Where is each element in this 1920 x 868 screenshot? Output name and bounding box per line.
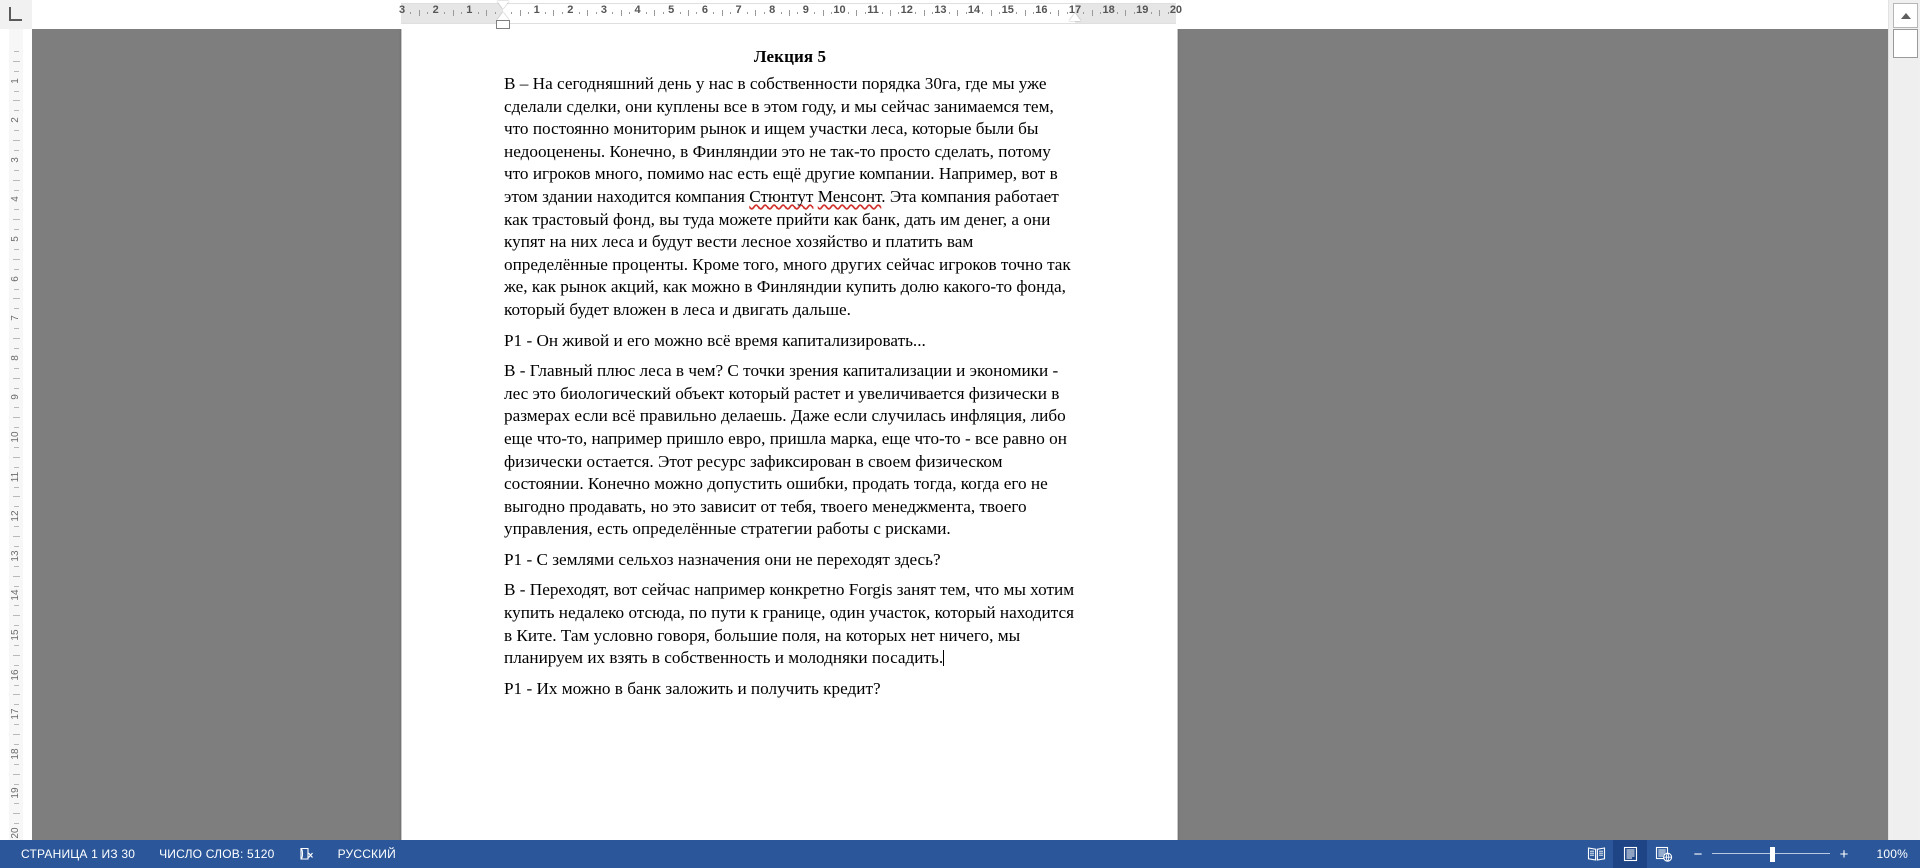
ruler-tick [957, 10, 958, 16]
vertical-ruler-tick [14, 447, 19, 448]
document-canvas[interactable] [32, 29, 1889, 840]
ruler-number: 14 [967, 4, 981, 16]
vertical-ruler-tick [13, 219, 20, 220]
ruler-tick [747, 12, 748, 14]
vertical-ruler-tick [14, 605, 19, 606]
ruler-tick [461, 12, 462, 14]
ruler-number: 19 [1136, 4, 1149, 16]
ruler-tick [999, 12, 1000, 14]
zoom-control[interactable] [1691, 840, 1908, 868]
view-print-layout-button[interactable] [1613, 840, 1647, 868]
ruler-number: 1 [533, 4, 540, 16]
ruler-tick [478, 12, 479, 14]
document-page[interactable] [401, 29, 1178, 840]
ruler-number: 20 [1169, 4, 1183, 16]
ruler-number: 11 [867, 4, 879, 16]
paragraph-2[interactable]: Р1 - Он живой и его можно всё время капитализировать... [504, 330, 926, 350]
vertical-ruler-number: 14 [10, 589, 21, 601]
paragraph-1-text-a: В – На сегодняшний день у нас в собственности порядка 30га, где мы уже сделали сделки, они куплены все в этом году, и мы сейчас занимаемся тем, что постоянно мониторим рынок и ищем участки леса, которые были бы недооценены. Конечно, в Финляндии это не так-то просто сделать, потому что игроков много, помимо нас есть ещё другие компании. Например, вот в этом здании находится компания [504, 74, 1062, 206]
zoom-level-label[interactable]: 100% [1876, 847, 1908, 861]
hanging-indent-marker[interactable] [497, 12, 509, 20]
proofing-errors-icon[interactable] [287, 840, 326, 868]
zoom-slider[interactable] [1712, 840, 1830, 868]
ruler-tick [444, 12, 445, 14]
ruler-tick [1151, 12, 1152, 14]
ruler-number: 9 [802, 4, 809, 16]
vertical-ruler-tick [14, 724, 19, 725]
vertical-ruler-tick [13, 734, 20, 735]
vertical-ruler-tick [14, 51, 19, 52]
ruler-number: 4 [634, 4, 641, 16]
vertical-ruler-scale [0, 29, 32, 840]
vertical-ruler-tick [14, 645, 19, 646]
paragraph-5[interactable] [504, 579, 1079, 669]
chevron-up-icon [1901, 13, 1911, 19]
ruler-tick [722, 10, 723, 16]
ruler-tick [932, 12, 933, 14]
vertical-ruler[interactable] [0, 29, 33, 840]
zoom-out-button[interactable]: − [1693, 845, 1703, 863]
vertical-ruler-tick [14, 487, 19, 488]
right-indent-marker[interactable] [1069, 13, 1081, 21]
ruler-tick [663, 12, 664, 14]
ruler-tick [781, 12, 782, 14]
ruler-tick [1058, 10, 1059, 16]
vertical-ruler-tick [14, 685, 19, 686]
ruler-number: 15 [1001, 4, 1014, 16]
ruler-tick [654, 10, 655, 16]
ruler-tick [755, 10, 756, 16]
ruler-tick [924, 10, 925, 16]
ruler-tick [1092, 10, 1093, 16]
ruler-number: 17 [1068, 4, 1082, 16]
vertical-ruler-tick [13, 417, 20, 418]
ruler-tick [898, 12, 899, 14]
vertical-ruler-tick [13, 140, 20, 141]
vertical-ruler-tick [13, 496, 20, 497]
paragraph-5-text: В - Переходят, вот сейчас например конкретно Forgis занят тем, что мы хотим купить недалеко отсюда, по пути к границе, один участок, который находится в Ките. Там условно говоря, большие поля, на которых нет ничего, мы планируем их взять в собственность и молодняки посадить. [504, 580, 1079, 668]
ruler-tick [680, 12, 681, 14]
ruler-tick [1067, 12, 1068, 14]
ruler-number: 1 [466, 4, 473, 16]
ruler-number: 3 [600, 4, 607, 16]
language-indicator[interactable]: РУССКИЙ [337, 847, 396, 861]
ruler-tick [1159, 10, 1160, 16]
vertical-ruler-number: 19 [10, 787, 21, 799]
vertical-ruler-number: 11 [10, 471, 21, 482]
vertical-ruler-tick [13, 61, 20, 62]
vertical-ruler-tick [14, 566, 19, 567]
paragraph-1[interactable] [504, 73, 1076, 322]
vertical-ruler-tick [14, 328, 19, 329]
ruler-tick [1100, 12, 1101, 14]
vertical-ruler-tick [13, 615, 20, 616]
ruler-tick [410, 12, 411, 14]
horizontal-ruler[interactable] [32, 0, 1889, 30]
ruler-tick [495, 12, 496, 14]
ruler-number: 16 [1035, 4, 1048, 16]
ruler-tick [1134, 12, 1135, 14]
ruler-tick [1033, 12, 1034, 14]
ruler-number: 7 [735, 4, 742, 16]
ruler-tick [915, 12, 916, 14]
vertical-ruler-tick [14, 803, 19, 804]
vertical-ruler-tick [13, 576, 20, 577]
ruler-tick [1016, 12, 1017, 14]
vertical-ruler-tick [13, 813, 20, 814]
ruler-tick [856, 10, 857, 16]
left-tab-stop-icon [9, 7, 22, 21]
ruler-number: 5 [668, 4, 675, 16]
vertical-ruler-tick [14, 209, 19, 210]
text-cursor [943, 650, 944, 666]
vertical-ruler-number: 6 [10, 275, 21, 282]
vertical-ruler-tick [14, 764, 19, 765]
ruler-tick [1025, 10, 1026, 16]
ruler-tick [688, 10, 689, 16]
first-line-indent-marker[interactable] [497, 1, 509, 9]
ruler-tick [713, 12, 714, 14]
vertical-ruler-tick [14, 407, 19, 408]
vertical-ruler-number: 3 [10, 157, 21, 163]
ruler-tick [814, 12, 815, 14]
vertical-ruler-tick [14, 249, 19, 250]
ruler-tick [1117, 12, 1118, 14]
vertical-ruler-number: 4 [10, 196, 21, 203]
vertical-ruler-number: 17 [10, 708, 21, 720]
ruler-number: 13 [934, 4, 947, 16]
ruler-tick [949, 12, 950, 14]
ruler-number: 8 [769, 4, 776, 16]
paragraph-4[interactable]: Р1 - С землями сельхоз назначения они не переходят здесь? [504, 549, 941, 569]
ruler-number: 3 [398, 4, 406, 16]
view-web-layout-button[interactable] [1647, 840, 1681, 868]
vertical-ruler-tick [14, 130, 19, 131]
ruler-tick [511, 12, 512, 14]
vertical-ruler-tick [13, 259, 20, 260]
page-title: Лекция 5 [753, 47, 827, 66]
vertical-ruler-tick [13, 100, 20, 101]
scroll-up-button[interactable] [1893, 3, 1918, 28]
ruler-tick [646, 12, 647, 14]
ruler-tick [1050, 12, 1051, 14]
ruler-tick [966, 12, 967, 14]
vertical-ruler-number: 16 [10, 669, 21, 681]
tab-stop-selector[interactable] [0, 0, 33, 30]
ruler-tick [562, 12, 563, 14]
ruler-tick [730, 12, 731, 14]
scrollbar-thumb[interactable] [1893, 29, 1918, 58]
ruler-tick [528, 12, 529, 14]
ruler-tick [629, 12, 630, 14]
word-count[interactable]: ЧИСЛО СЛОВ: 5120 [159, 847, 275, 861]
ruler-tick [486, 10, 487, 16]
ruler-tick [453, 10, 454, 16]
ruler-number: 12 [900, 4, 913, 16]
vertical-ruler-number: 5 [10, 236, 21, 242]
vertical-ruler-number: 15 [10, 629, 21, 641]
vertical-ruler-number: 13 [10, 550, 21, 562]
ruler-tick [882, 12, 883, 14]
ruler-tick [831, 12, 832, 14]
vertical-ruler-number: 1 [10, 77, 21, 84]
paragraph-6[interactable]: Р1 - Их можно в банк заложить и получить кредит? [504, 678, 881, 698]
vertical-ruler-number: 8 [10, 355, 21, 361]
vertical-ruler-tick [13, 378, 20, 379]
vertical-ruler-number: 2 [10, 117, 21, 123]
ruler-tick [587, 10, 588, 16]
vertical-ruler-tick [13, 655, 20, 656]
page-indicator[interactable]: СТРАНИЦА 1 ИЗ 30 [21, 847, 136, 861]
ruler-tick [1168, 12, 1169, 14]
ruler-tick [596, 12, 597, 14]
vertical-ruler-tick [13, 536, 20, 537]
status-bar [0, 840, 1920, 868]
ruler-tick [696, 12, 697, 14]
left-indent-marker[interactable] [496, 20, 510, 29]
ruler-number: 6 [701, 4, 708, 16]
ruler-tick [621, 10, 622, 16]
vertical-ruler-number: 9 [10, 394, 21, 401]
paragraph-3[interactable]: В - Главный плюс леса в чем? С точки зрения капитализации и экономики - лес это биологический объект который растет и увеличивается физически в размерах если всё правильно делаешь. Даже если случилась инфляция, либо еще что-то, например пришло евро, пришла марка, еще что-то - все равно он физически остается. Этот ресурс зафиксирован в своем физическом состоянии. Конечно можно допустить ошибки, продать тогда, когда его не выгодно продавать, но это зависит от тебя, твоего менеджмента, твоего управления, есть определённые стратегии работы с рисками. [504, 361, 1072, 539]
zoom-in-button[interactable]: + [1839, 845, 1849, 863]
misspelled-word-1[interactable]: Стюнтут [749, 186, 814, 206]
ruler-tick [427, 12, 428, 14]
ruler-tick [520, 10, 521, 16]
ruler-number: 10 [833, 4, 846, 16]
zoom-slider-thumb[interactable] [1770, 847, 1775, 862]
ruler-tick [890, 10, 891, 16]
ruler-tick [848, 12, 849, 14]
vertical-ruler-tick [14, 170, 19, 171]
ruler-tick [991, 10, 992, 16]
ruler-number: 18 [1102, 4, 1115, 16]
vertical-ruler-number: 10 [10, 431, 21, 443]
ruler-tick [823, 10, 824, 16]
ruler-tick [1125, 10, 1126, 16]
ruler-tick [553, 10, 554, 16]
ruler-tick [545, 12, 546, 14]
vertical-ruler-tick [14, 368, 19, 369]
ruler-number: 2 [432, 4, 439, 16]
vertical-ruler-tick [13, 338, 20, 339]
vertical-ruler-tick [13, 298, 20, 299]
vertical-ruler-tick [14, 91, 19, 92]
ruler-tick [865, 12, 866, 14]
vertical-ruler-tick [13, 694, 20, 695]
ruler-tick [612, 12, 613, 14]
vertical-ruler-number: 18 [10, 748, 21, 760]
vertical-ruler-tick [14, 289, 19, 290]
vertical-ruler-tick [13, 457, 20, 458]
vertical-scrollbar[interactable] [1888, 0, 1920, 840]
misspelled-word-2[interactable]: Менсонт [817, 186, 882, 206]
ruler-tick [579, 12, 580, 14]
ruler-tick [982, 12, 983, 14]
view-read-mode-button[interactable] [1579, 840, 1613, 868]
vertical-ruler-tick [13, 774, 20, 775]
ruler-number: 2 [567, 4, 574, 16]
ruler-tick [419, 10, 420, 16]
vertical-ruler-tick [14, 526, 19, 527]
vertical-ruler-number: 7 [10, 315, 21, 321]
ruler-tick [764, 12, 765, 14]
ruler-tick [1083, 12, 1084, 14]
vertical-ruler-number: 20 [10, 827, 21, 839]
vertical-ruler-tick [13, 180, 20, 181]
ruler-tick [797, 12, 798, 14]
scrollbar-track[interactable] [1893, 58, 1918, 840]
paragraph-1-text-b: . Эта компания работает как трастовый фонд, вы туда можете прийти как банк, дать им денег, а они купят на них леса и будут вести лесное хозяйство и платить вам определённые проценты. Кроме того, много других сейчас игроков точно так же, как рынок акций, как можно в Финляндии купить долю какого-то фонда, который будет вложен в леса и двигать дальше. [504, 186, 1076, 319]
ruler-tick [789, 10, 790, 16]
vertical-ruler-number: 12 [10, 510, 21, 522]
